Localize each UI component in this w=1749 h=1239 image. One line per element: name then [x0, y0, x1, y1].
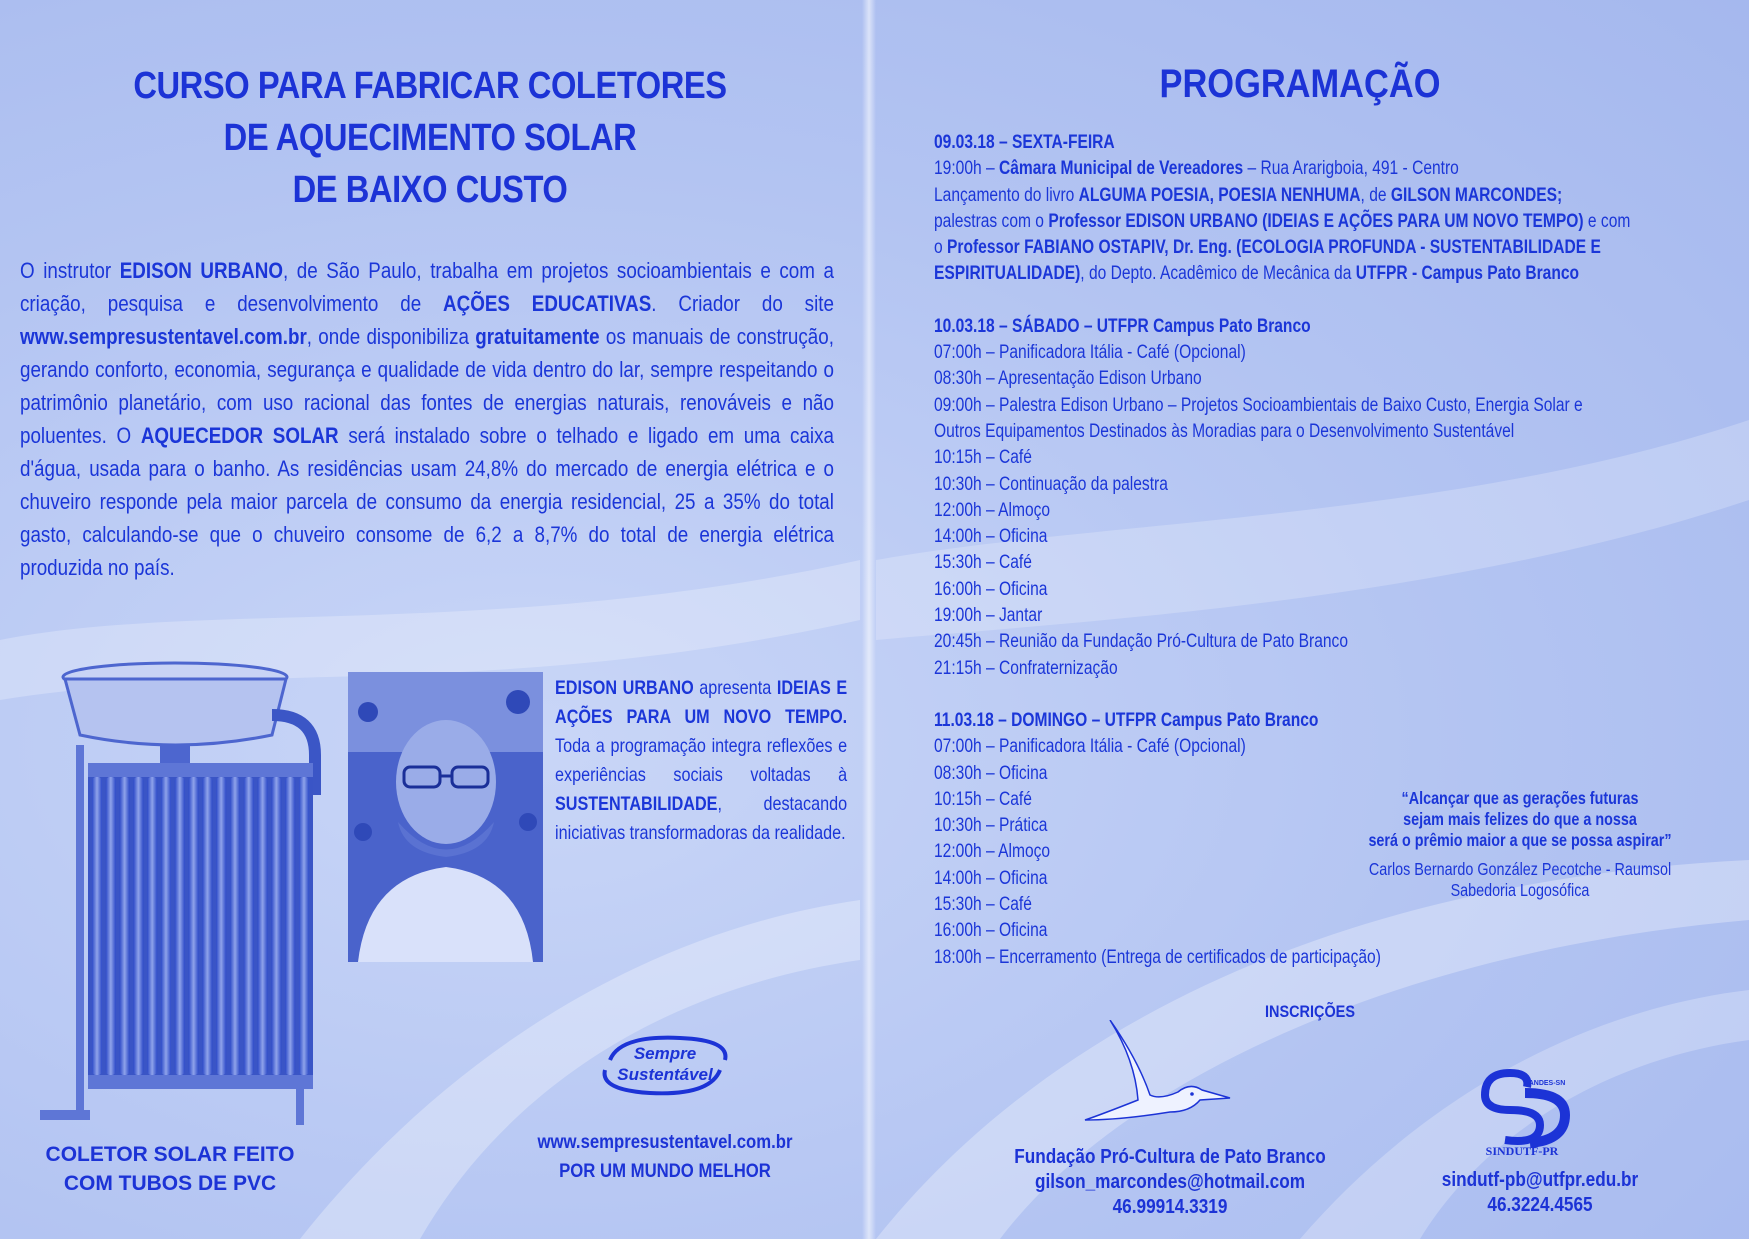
presents-text: Toda a programação integra reflexões e experiências sociais voltadas à	[555, 735, 848, 786]
collector-tube	[258, 777, 268, 1075]
collector-tube	[271, 777, 281, 1075]
fundacao-contact	[1007, 1145, 1334, 1220]
quote-block	[1364, 788, 1676, 901]
schedule-line: 16:00h – Oficina	[934, 920, 1048, 942]
schedule-bold: Professor FABIANO OSTAPIV, Dr. Eng. (ECOLOGIA PROFUNDA - SUSTENTABILIDADE E	[947, 237, 1601, 259]
schedule-line: 08:30h – Apresentação Edison Urbano	[934, 368, 1202, 390]
schedule-line: 19:00h – Jantar	[934, 605, 1043, 627]
intro-bold: gratuitamente	[475, 324, 600, 349]
schedule-line	[934, 156, 1734, 182]
schedule-line: 07:00h – Panificadora Itália - Café (Opcional)	[934, 342, 1246, 364]
sindutf-logo-small-text: ANDES-SN	[1528, 1080, 1566, 1087]
registrations-label: INSCRIÇÕES	[1265, 1002, 1355, 1021]
schedule-text: o	[934, 237, 948, 259]
collector-tube	[133, 777, 143, 1075]
collector-tube	[175, 777, 185, 1075]
intro-bold: AÇÕES EDUCATIVAS	[443, 291, 652, 316]
logo-text-line: Sustentável	[617, 1065, 713, 1084]
schedule-text: palestras com o	[934, 210, 1049, 232]
schedule-line: 10:15h – Café	[934, 788, 1032, 810]
schedule-text: , de	[1360, 184, 1391, 206]
quote-line: será o prêmio maior a que se possa aspirar”	[1368, 830, 1672, 850]
sempre-sustentavel-logo	[590, 1030, 740, 1100]
schedule-line	[934, 209, 1734, 235]
collector-tube	[92, 777, 102, 1075]
schedule-text: Lançamento do livro	[934, 184, 1079, 206]
schedule-bold: GILSON MARCONDES;	[1390, 184, 1563, 206]
schedule-line: 08:30h – Oficina	[934, 762, 1048, 784]
presents-text: apresenta	[693, 677, 777, 699]
instructor-photo	[348, 672, 543, 962]
fundacao-phone: 46.99914.3319	[1112, 1196, 1228, 1218]
caption-line: COM TUBOS DE PVC	[63, 1172, 277, 1195]
collector-tube	[202, 777, 212, 1075]
intro-paragraph	[20, 254, 834, 584]
presentation-blurb	[555, 674, 847, 848]
schedule-line: Outros Equipamentos Destinados às Moradias para o Desenvolvimento Sustentável	[934, 420, 1515, 442]
quote-line: “Alcançar que as gerações futuras	[1401, 788, 1639, 808]
dove-icon	[1080, 1020, 1240, 1130]
logo-text-line: Sempre	[633, 1044, 697, 1063]
intro-text: , onde disponibiliza	[306, 324, 476, 349]
sindutf-email: sindutf-pb@utfpr.edu.br	[1441, 1169, 1639, 1191]
schedule-line	[934, 183, 1734, 209]
schedule-line: 10:15h – Café	[934, 447, 1032, 469]
schedule-line: 14:00h – Oficina	[934, 867, 1048, 889]
sindutf-logo-name: SINDUTF-PR	[1485, 1144, 1559, 1157]
intro-text: os manuais de construção, gerando conforto, economia, segurança e qualidade de vida dentro do lar, sempre respeitando o patrimônio planetário, com uso racional das fontes de energias naturais, renováveis e não poluentes. O	[20, 324, 834, 448]
intro-text: , de São Paulo, trabalha em projetos socioambientais e com a criação, pesquisa e desenvolvimento de	[20, 258, 834, 316]
site-url: www.sempresustentavel.com.br	[537, 1132, 793, 1153]
intro-text: O instrutor	[20, 258, 120, 283]
day-header: 10.03.18 – SÁBADO – UTFPR Campus Pato Branco	[934, 315, 1311, 337]
course-title-line: DE BAIXO CUSTO	[292, 169, 568, 211]
schedule-line	[934, 261, 1734, 287]
sindutf-logo	[1465, 1065, 1580, 1157]
intro-text: . Criador do site	[651, 291, 834, 316]
presents-bold: IDEIAS E AÇÕES PARA UM NOVO TEMPO.	[555, 677, 848, 728]
schedule-line: 07:00h – Panificadora Itália - Café (Opcional)	[934, 736, 1246, 758]
schedule-line: 18:00h – Encerramento (Entrega de certificados de participação)	[934, 946, 1381, 968]
quote-line: sejam mais felizes do que a nossa	[1403, 809, 1637, 829]
day-header: 11.03.18 – DOMINGO – UTFPR Campus Pato Branco	[934, 709, 1319, 731]
schedule-text: – Rua Ararigboia, 491 - Centro	[1243, 158, 1459, 180]
intro-text: será instalado sobre o telhado e ligado em uma caixa d'água, usada para o banho. As residências usam 24,8% do mercado de energia elétrica e o chuveiro responde pela maior parcela de consumo da energia residencial, 25 a 35% do total gasto, calculando-se que o chuveiro consome de 6,2 a 8,7% do total de energia elétrica produzida no país.	[20, 423, 834, 580]
collector-tube	[120, 777, 130, 1075]
schedule-bold: ALGUMA POESIA, POESIA NENHUMA	[1078, 184, 1361, 206]
schedule-line	[934, 235, 1734, 261]
schedule-line: 09:00h – Palestra Edison Urbano – Projetos Socioambientais de Baixo Custo, Energia Solar e	[934, 394, 1583, 416]
quote-work: Sabedoria Logosófica	[1450, 880, 1590, 900]
collector-tube	[106, 777, 116, 1075]
quote-author: Carlos Bernardo González Pecotche - Raumsol	[1368, 859, 1672, 879]
schedule-line: 12:00h – Almoço	[934, 499, 1051, 521]
collector-tube	[299, 777, 309, 1075]
schedule-text: e com	[1583, 210, 1631, 232]
site-footer	[524, 1128, 806, 1186]
collector-tube	[230, 777, 240, 1075]
schedule-line: 20:45h – Reunião da Fundação Pró-Cultura de Pato Branco	[934, 631, 1349, 653]
presents-text: , destacando iniciativas transformadoras da realidade.	[555, 793, 848, 844]
schedule-line: 15:30h – Café	[934, 552, 1032, 574]
schedule-line: 16:00h – Oficina	[934, 578, 1048, 600]
schedule-line: 21:15h – Confraternização	[934, 657, 1118, 679]
schedule-line: 15:30h – Café	[934, 894, 1032, 916]
course-title	[95, 60, 766, 216]
presents-bold: SUSTENTABILIDADE	[555, 793, 718, 815]
schedule-bold: ESPIRITUALIDADE)	[934, 263, 1081, 285]
schedule-bold: UTFPR - Campus Pato Branco	[1355, 263, 1580, 285]
program-title: PROGRAMAÇÃO	[1159, 62, 1441, 106]
collector-tube	[285, 777, 295, 1075]
presents-bold: EDISON URBANO	[555, 677, 694, 699]
schedule-line: 12:00h – Almoço	[934, 841, 1051, 863]
schedule-line: 10:30h – Prática	[934, 815, 1048, 837]
sindutf-phone: 46.3224.4565	[1487, 1194, 1593, 1216]
sindutf-contact	[1411, 1168, 1669, 1218]
fundacao-email: gilson_marcondes@hotmail.com	[1034, 1171, 1306, 1193]
collector-tube	[147, 777, 157, 1075]
course-title-line: CURSO PARA FABRICAR COLETORES	[133, 65, 727, 107]
collector-tube	[216, 777, 226, 1075]
course-title-line: DE AQUECIMENTO SOLAR	[223, 117, 637, 159]
intro-bold: EDISON URBANO	[119, 258, 283, 283]
schedule-bold: Professor EDISON URBANO (IDEIAS E AÇÕES PARA UM NOVO TEMPO)	[1048, 210, 1584, 232]
solar-collector-illustration	[10, 655, 340, 1135]
schedule-bold: Câmara Municipal de Vereadores	[998, 158, 1244, 180]
site-slogan: POR UM MUNDO MELHOR	[559, 1161, 771, 1182]
collector-tube	[189, 777, 199, 1075]
collector-caption	[20, 1140, 320, 1198]
intro-site-link: www.sempresustentavel.com.br	[20, 324, 307, 349]
day-header: 09.03.18 – SEXTA-FEIRA	[934, 132, 1115, 153]
fundacao-name: Fundação Pró-Cultura de Pato Branco	[1014, 1146, 1326, 1168]
page-fold	[862, 0, 876, 1239]
schedule-line: 14:00h – Oficina	[934, 526, 1048, 548]
intro-bold: AQUECEDOR SOLAR	[140, 423, 339, 448]
collector-tube	[244, 777, 254, 1075]
schedule-text: 19:00h –	[934, 158, 999, 180]
person-portrait-icon	[348, 672, 543, 962]
caption-line: COLETOR SOLAR FEITO	[45, 1143, 295, 1166]
collector-tube	[161, 777, 171, 1075]
schedule-line: 10:30h – Continuação da palestra	[934, 473, 1168, 495]
schedule-text: , do Depto. Acadêmico de Mecânica da	[1080, 263, 1356, 285]
